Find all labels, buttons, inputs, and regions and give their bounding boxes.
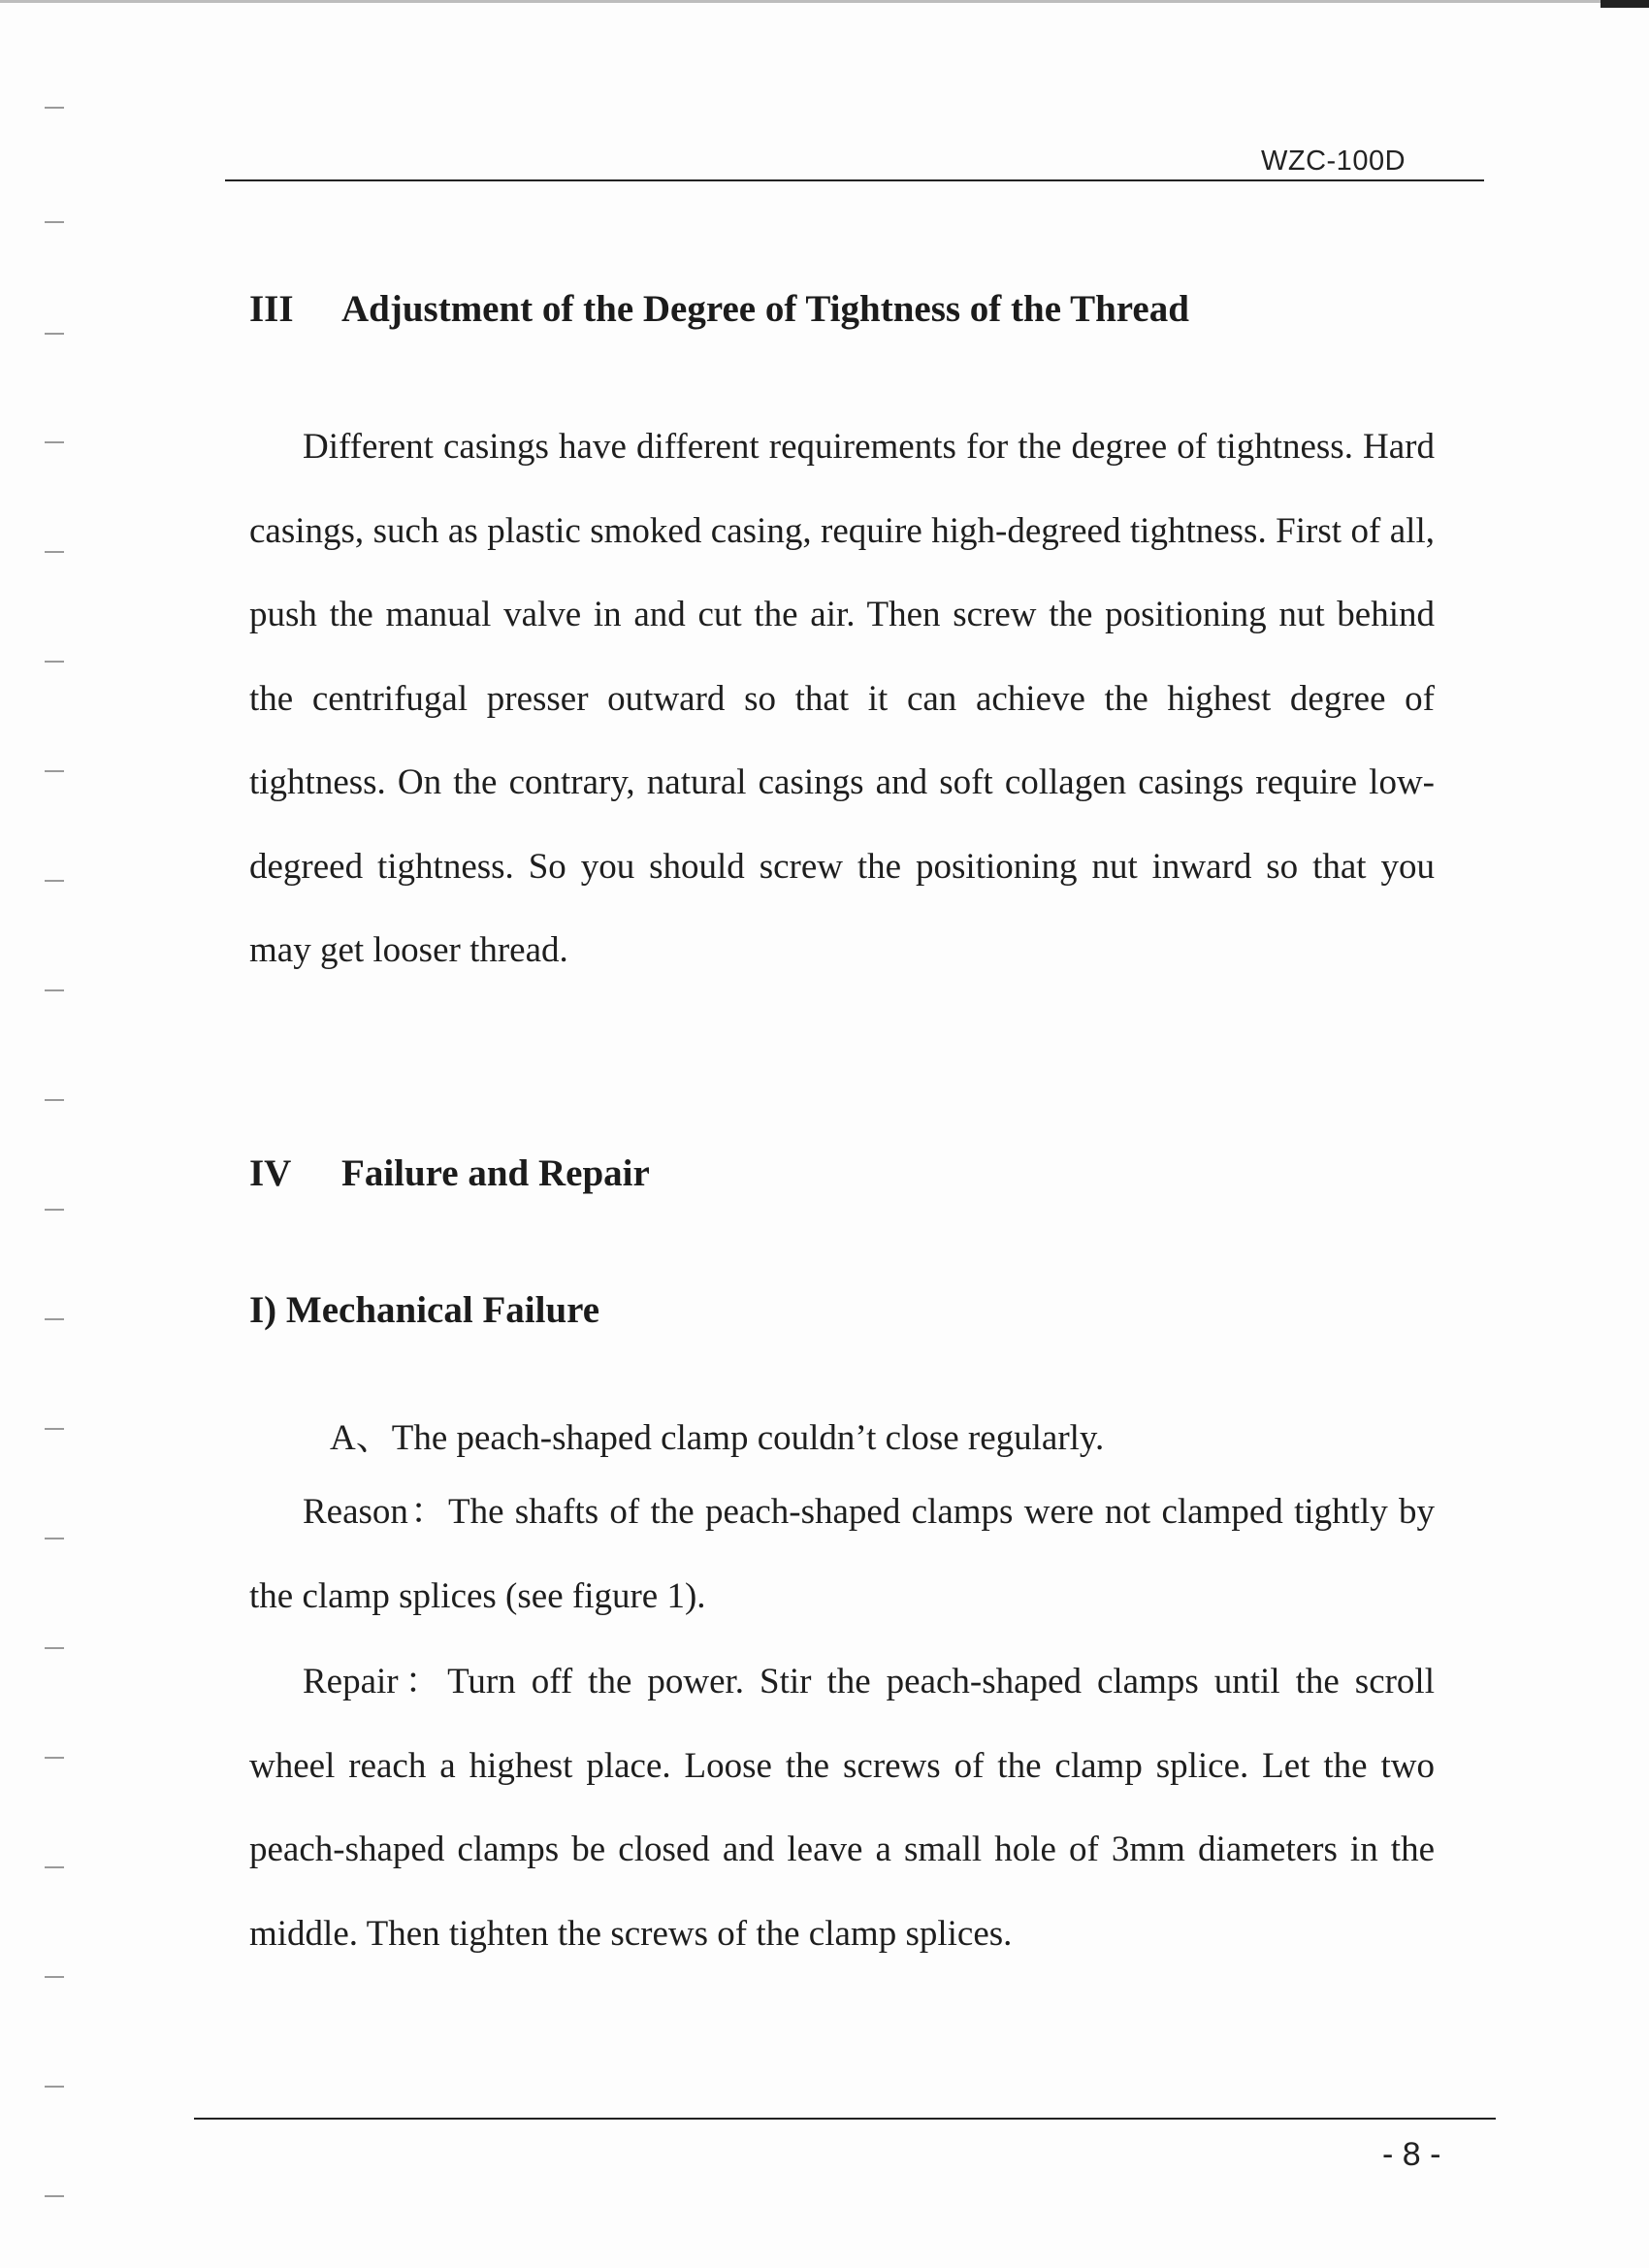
page-number: - 8 - — [1382, 2136, 1441, 2173]
header-model-number: WZC-100D — [1261, 146, 1406, 177]
edge-mark — [45, 1099, 64, 1101]
edge-mark — [45, 661, 64, 663]
failure-item-a: A、The peach-shaped clamp couldn’t close regularly. — [330, 1418, 1105, 1458]
edge-mark — [45, 1976, 64, 1978]
edge-mark — [45, 333, 64, 335]
failure-reason: Reason：The shafts of the peach-shaped clamps were not clamped tightly by the clamp splices (see figure 1). — [249, 1492, 1435, 1616]
edge-mark — [45, 770, 64, 772]
edge-mark — [45, 1866, 64, 1868]
edge-mark — [45, 221, 64, 223]
section-iii-title: Adjustment of the Degree of Tightness of the Thread — [341, 288, 1189, 330]
edge-mark — [45, 2195, 64, 2197]
section-iii-heading — [249, 287, 1189, 331]
subsection-i-heading: I) Mechanical Failure — [249, 1289, 600, 1331]
scan-edge-line — [0, 0, 1649, 3]
edge-mark — [45, 989, 64, 991]
edge-mark — [45, 441, 64, 443]
section-iv-heading — [249, 1151, 650, 1195]
edge-mark — [45, 1318, 64, 1320]
scan-corner-mark — [1600, 0, 1649, 8]
header-divider — [225, 179, 1484, 181]
edge-mark — [45, 2086, 64, 2088]
section-iv-number: IV — [249, 1152, 292, 1194]
edge-mark — [45, 880, 64, 882]
section-iii-paragraph: Different casings have different requirements for the degree of tightness. Hard casings, such as plastic smoked casing, require high-degreed tightness. First of all, push the manual valve in and cut the air. Then screw the positioning nut behind the centrifugal presser outward so that it can achieve the highest degree of tightness. On the contrary, natural casings and soft collagen casings require low-degreed tightness. So you should screw the positioning nut inward so that you may get looser thread. — [249, 427, 1435, 970]
edge-mark — [45, 1757, 64, 1759]
edge-mark — [45, 107, 64, 109]
edge-mark — [45, 1538, 64, 1539]
edge-mark — [45, 1647, 64, 1649]
edge-mark — [45, 1428, 64, 1430]
edge-mark — [45, 551, 64, 553]
section-iii-number: III — [249, 288, 294, 330]
binder-edge-marks — [45, 0, 64, 2268]
edge-mark — [45, 1209, 64, 1211]
section-iv-title: Failure and Repair — [341, 1152, 650, 1194]
failure-repair: Repair：Turn off the power. Stir the peach-shaped clamps until the scroll wheel reach a highest place. Loose the screws of the clamp splice. Let the two peach-shaped clamps be closed and leave a small hole of 3mm diameters in the middle. Then tighten the screws of the clamp splices. — [249, 1662, 1435, 1954]
footer-divider — [194, 2118, 1496, 2120]
